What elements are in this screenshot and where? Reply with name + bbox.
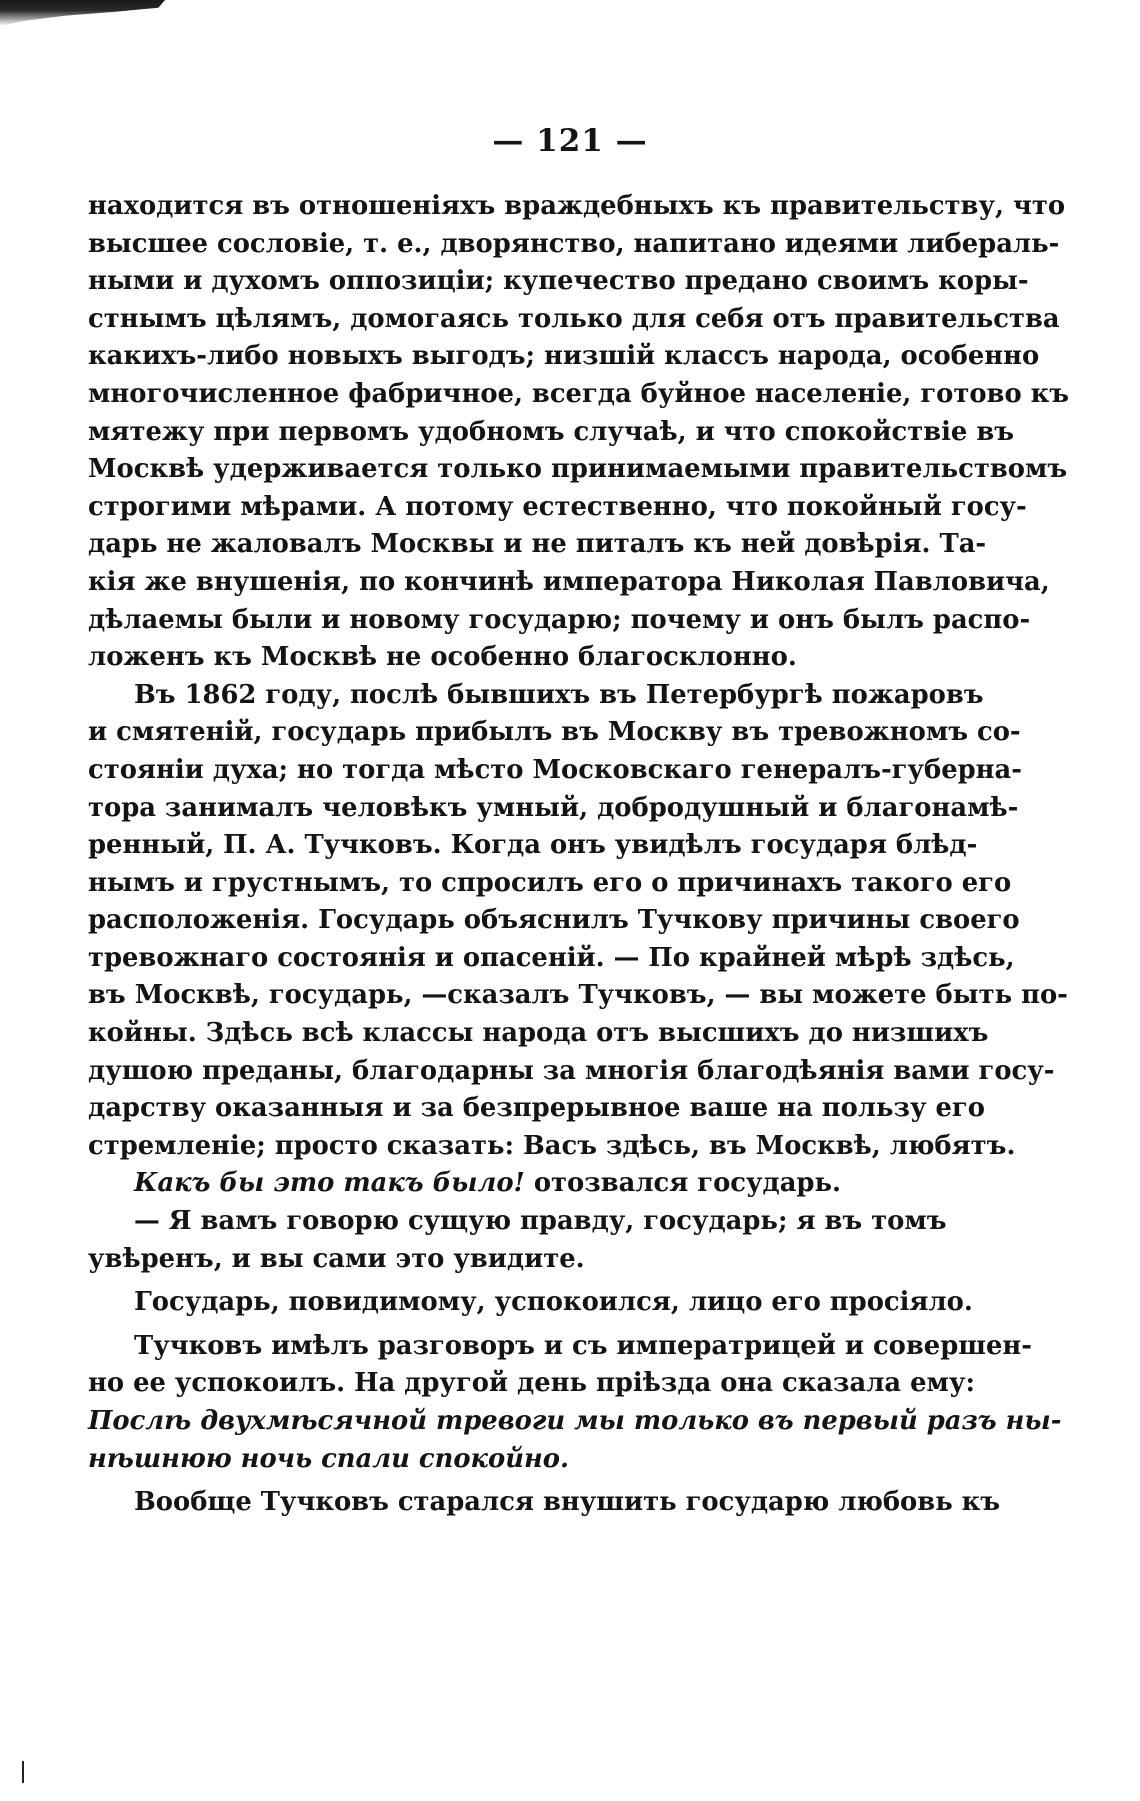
text-line	[88, 1165, 944, 1203]
text-line: мятежу при первомъ удобномъ случаѣ, и что спокойствіе въ	[88, 416, 1015, 447]
text-line: стояніи духа; но тогда мѣсто Московскаго генералъ-губерна-	[88, 754, 1022, 785]
text-line: какихъ-либо новыхъ выгодъ; низшій классъ народа, особенно	[88, 341, 1040, 372]
text-line: тревожнаго состоянія и опасеній. — По крайней мѣрѣ здѣсь,	[88, 942, 1015, 973]
italic-text-line: нѣшнюю ночь спали спокойно.	[88, 1443, 569, 1474]
text-line: Москвѣ удерживается только принимаемыми правительствомъ	[88, 454, 1068, 485]
text-fragment: отозвался государь.	[533, 1168, 841, 1199]
text-line: — Я вамъ говорю сущую правду, государь; я въ томъ	[134, 1206, 947, 1237]
italic-quote: Какъ бы это такъ было!	[134, 1168, 525, 1199]
text-line: стремленіе; просто сказать: Васъ здѣсь, въ Москвѣ, любятъ.	[88, 1130, 1016, 1161]
text-line: находится въ отношеніяхъ враждебныхъ къ правительству, что	[88, 191, 1066, 221]
text-line: ложенъ къ Москвѣ не особенно благосклонно.	[88, 642, 797, 673]
text-line: койны. Здѣсь всѣ классы народа отъ высшихъ до низшихъ	[88, 1018, 989, 1049]
text-line: тора занималъ человѣкъ умный, добродушный и благонамѣ-	[88, 792, 1019, 823]
text-line: душою преданы, благодарны за многія благодѣянія вами госу-	[88, 1055, 1055, 1086]
text-line: Вообще Тучковъ старался внушить государю любовь къ	[134, 1487, 1001, 1518]
text-line: увѣренъ, и вы сами это увидите.	[88, 1243, 585, 1274]
scan-edge-mark	[0, 0, 165, 26]
text-line: расположенія. Государь объяснилъ Тучкову причины своего	[88, 905, 1020, 936]
text-line: дарь не жаловалъ Москвы и не питалъ къ ней довѣрія. Та-	[88, 529, 987, 560]
text-line: Тучковъ имѣлъ разговоръ и съ императрицей и совершен-	[134, 1330, 1032, 1361]
page-number: — 121 —	[492, 123, 648, 159]
text-line: стнымъ цѣлямъ, домогаясь только для себя отъ правительства	[88, 303, 1060, 334]
text-line: въ Москвѣ, государь, —сказалъ Тучковъ, — вы можете быть по-	[88, 980, 1068, 1011]
text-line: Государь, повидимому, успокоился, лицо его просіяло.	[134, 1287, 973, 1318]
text-line: Въ 1862 году, послѣ бывшихъ въ Петербургѣ пожаровъ	[134, 679, 984, 710]
text-line: кія же внушенія, по кончинѣ императора Николая Павловича,	[88, 566, 1050, 597]
text-line: высшее сословіе, т. е., дворянство, напитано идеями либераль-	[88, 228, 1060, 259]
italic-text-line: Послѣ двухмѣсячной тревоги мы только въ первый разъ ны-	[88, 1406, 1062, 1436]
text-line: ными и духомъ оппозиціи; купечество предано своимъ коры-	[88, 266, 1029, 297]
text-line: и смятеній, государь прибылъ въ Москву въ тревожномъ со-	[88, 717, 1021, 748]
body-text	[88, 188, 1070, 1522]
text-line: дѣлаемы были и новому государю; почему и онъ былъ распо-	[88, 604, 1031, 635]
text-line: ренный, П. А. Тучковъ. Когда онъ увидѣлъ государя блѣд-	[88, 830, 978, 861]
text-line: нымъ и грустнымъ, то спросилъ его о причинахъ такого его	[88, 867, 1012, 898]
text-line: но ее успокоилъ. На другой день пріѣзда она сказала ему:	[88, 1368, 975, 1399]
text-line: строгими мѣрами. А потому естественно, что покойный госу-	[88, 491, 1027, 522]
scan-edge-tick	[22, 1761, 24, 1783]
text-line: многочисленное фабричное, всегда буйное населеніе, готово къ	[88, 378, 1070, 409]
text-line: дарству оказанныя и за безпрерывное ваше на пользу его	[88, 1093, 985, 1124]
